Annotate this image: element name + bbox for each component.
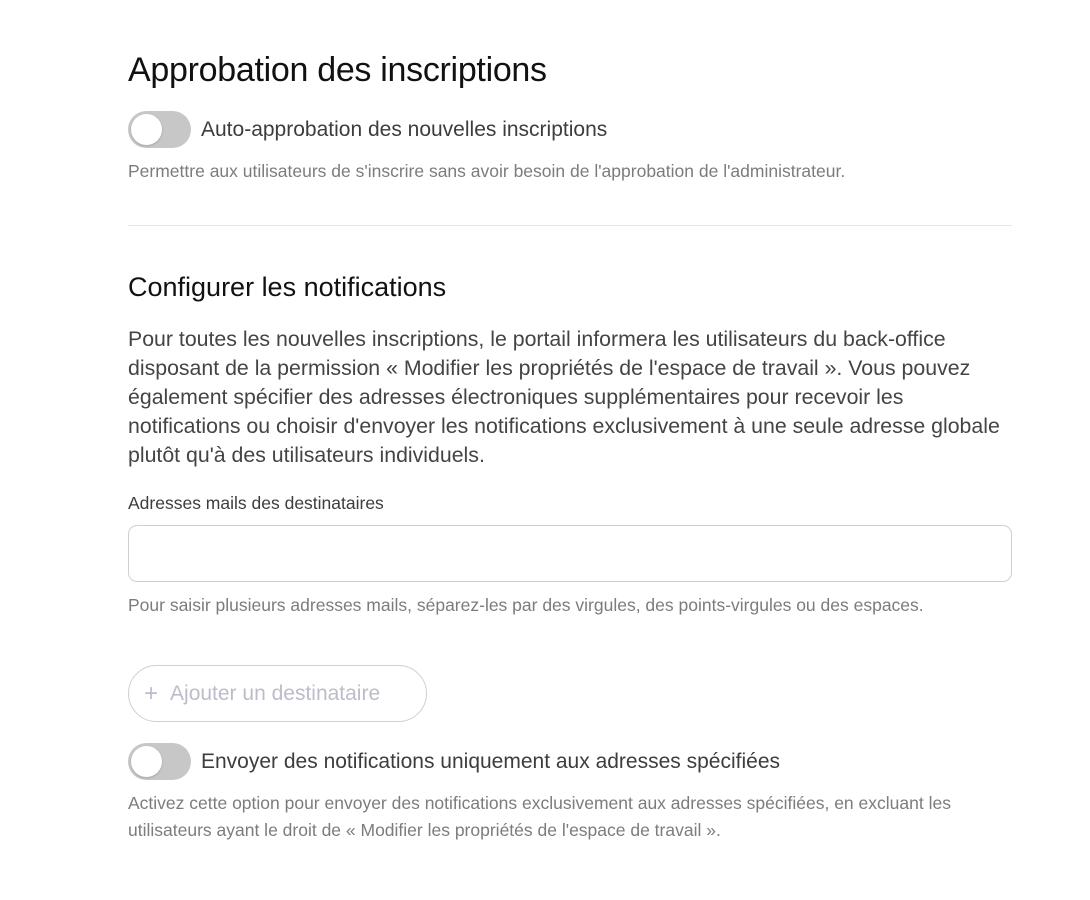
recipients-help: Pour saisir plusieurs adresses mails, séparez-les par des virgules, des points-virgules ou des espaces. [128,595,924,615]
only-specified-row [128,743,780,780]
toggle-knob [131,114,162,145]
notifications-intro: Pour toutes les nouvelles inscriptions, le portail informera les utilisateurs du back-office disposant de la permission « Modifier les propriétés de l'espace de travail ». Vous pouvez également spécifier des adresses électroniques supplémentaires pour recevoir les notifications ou choisir d'envoyer les notifications exclusivement à une seule adresse globale plutôt qu'à des utilisateurs individuels. [128,327,1000,467]
toggle-knob [131,746,162,777]
section-divider [128,225,1012,226]
approval-section-title: Approbation des inscriptions [128,51,547,89]
only-specified-toggle[interactable] [128,743,191,780]
notifications-section-title: Configurer les notifications [128,272,447,302]
only-specified-label: Envoyer des notifications uniquement aux adresses spécifiées [201,749,780,773]
plus-icon: + [144,679,159,707]
auto-approval-label: Auto-approbation des nouvelles inscriptions [201,117,608,141]
add-recipient-button[interactable] [128,665,427,722]
recipients-input[interactable] [128,525,1012,582]
auto-approval-toggle[interactable] [128,111,191,148]
auto-approval-row [128,111,607,148]
auto-approval-help: Permettre aux utilisateurs de s'inscrire sans avoir besoin de l'approbation de l'administrateur. [128,161,846,181]
add-recipient-label: Ajouter un destinataire [170,681,381,705]
recipients-label: Adresses mails des destinataires [128,493,384,513]
only-specified-help: Activez cette option pour envoyer des notifications exclusivement aux adresses spécifiées, en excluant les utilisateurs ayant le droit de « Modifier les propriétés de l'espace de travail ». [128,793,951,840]
